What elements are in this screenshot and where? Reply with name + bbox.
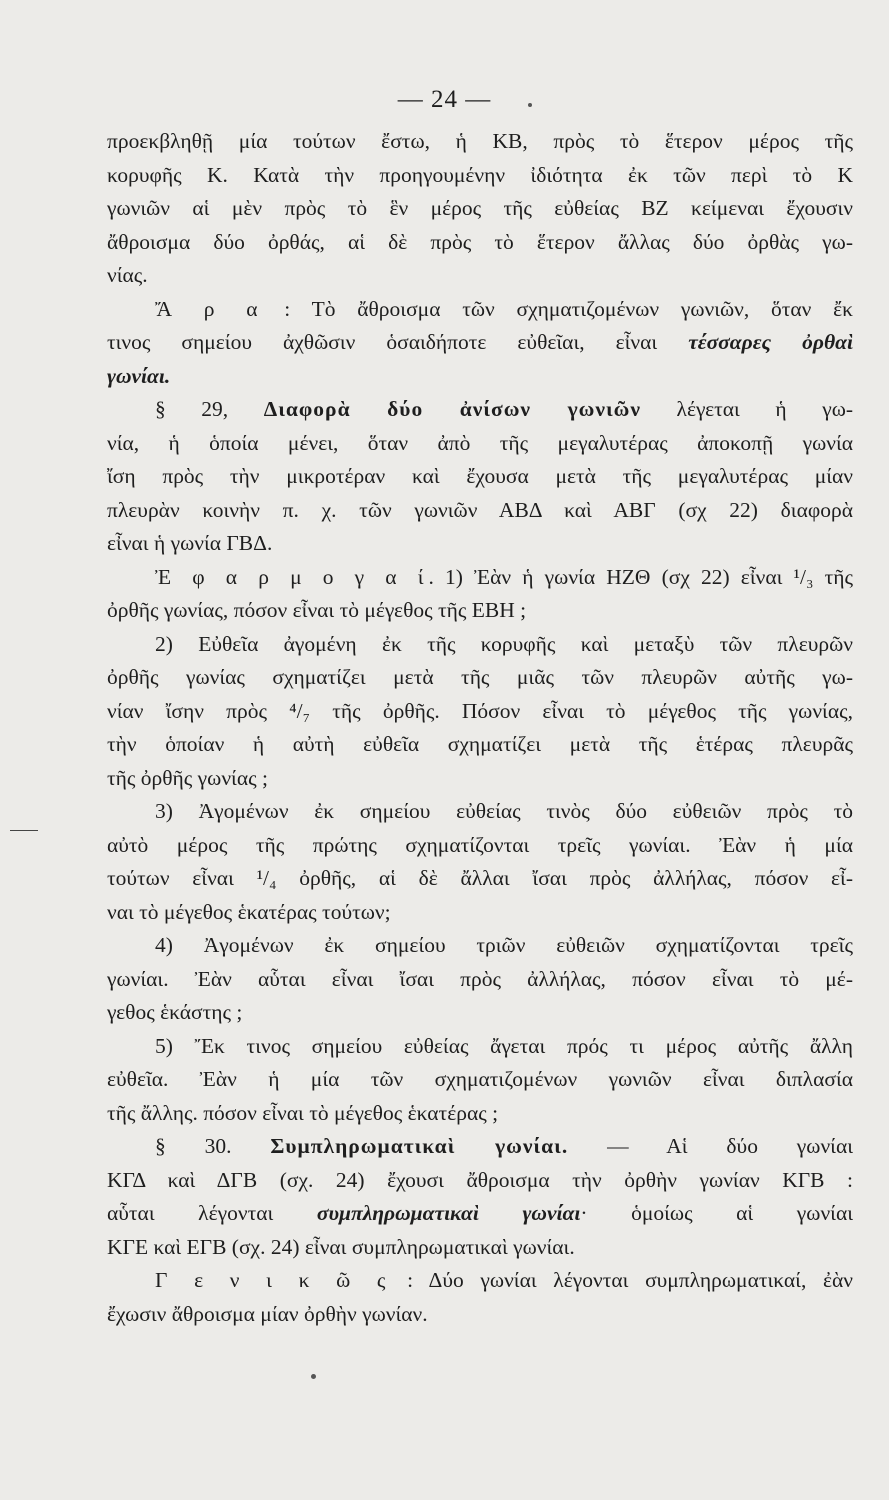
text-run: — Αἱ δύο γωνίαι [568,1134,854,1158]
text-run: Ἄ ρ α [155,296,263,321]
text-line: τὴν ὁποίαν ἡ αὐτὴ εὐθεῖα σχηματίζει μετὰ τῆς ἑτέρας πλευρᾶς [107,732,853,756]
text-line [107,393,853,427]
text-line: ὀρθῆς γωνίας, πόσον εἶναι τὸ μέγεθος τῆς ΕΒΗ ; [107,598,527,622]
text-run: τινος σημείου ἀχθῶσιν ὁσαιδήποτε εὐθεῖαι, εἶναι [107,330,689,354]
margin-mark [10,830,38,831]
text-run: § 30. [155,1134,271,1158]
text-line [107,1197,853,1231]
text-line: γωνίαι. Ἐὰν αὗται εἶναι ἴσαι πρὸς ἀλλήλας, πόσον εἶναι τὸ μέ- [107,966,853,991]
text-line: τούτων εἶναι ¹/₄ ὀρθῆς, αἱ δὲ ἄλλαι ἴσαι πρὸς ἀλλήλας, πόσον εἶ- [107,866,853,890]
text-run: Ἐ φ α ρ μ ο γ α ί [155,564,429,589]
text-line: ναι τὸ μέγεθος ἑκατέρας τούτων; [107,899,391,924]
text-line [107,561,853,595]
text-run: τέσσαρες ὀρθαὶ [688,330,853,354]
text-line: ἄθροισμα δύο ὀρθάς, αἱ δὲ πρὸς τὸ ἕτερον ἄλλας δύο ὀρθὰς γω- [107,229,853,254]
text-line: ὀρθῆς γωνίας σχηματίζει μετὰ τῆς μιᾶς τῶν πλευρῶν αὐτῆς γω- [107,665,853,689]
text-line: 4) Ἀγομένων ἐκ σημείου τριῶν εὐθειῶν σχηματίζονται τρεῖς [155,933,853,957]
print-speck [311,1374,316,1379]
text-line: κορυφῆς Κ. Κατὰ τὴν προηγουμένην ἰδιότητα ἐκ τῶν περὶ τὸ Κ [107,162,853,187]
text-run: § 29, [155,397,264,421]
text-line: ΚΓΔ καὶ ΔΓΒ (σχ. 24) ἔχουσι ἄθροισμα τὴν ὀρθὴν γωνίαν ΚΓΒ : [107,1167,853,1192]
text-line: ἴση πρὸς τὴν μικροτέραν καὶ ἔχουσα μετὰ τῆς μεγαλυτέρας μίαν [107,464,853,488]
text-line: πλευρὰν κοινὴν π. χ. τῶν γωνιῶν ΑΒΔ καὶ ΑΒΓ (σχ 22) διαφορὰ [107,497,853,522]
text-run: Γ ε ν ι κ ῶ ς [155,1268,391,1292]
text-line: εἶναι ἡ γωνία ΓΒΔ. [107,531,273,555]
text-line [107,326,853,360]
text-run: : Τὸ ἄθροισμα τῶν σχηματιζομένων γωνιῶν, ὅταν ἔκ [262,296,853,321]
text-run: Διαφορὰ δύο ἀνίσων γωνιῶν [263,397,641,421]
text-line: νίας. [107,263,148,287]
text-line: αὐτὸ μέρος τῆς πρώτης σχηματίζονται τρεῖς γωνίαι. Ἐὰν ἡ μία [107,832,853,857]
text-line [107,293,853,327]
text-line: γωνιῶν αἱ μὲν πρὸς τὸ ἓν μέρος τῆς εὐθείας ΒΖ κείμεναι ἔχουσιν [107,196,853,220]
text-run: γωνίαι. [107,363,171,388]
text-line: ἔχωσιν ἄθροισμα μίαν ὀρθὴν γωνίαν. [107,1301,428,1326]
body-text [107,125,853,1331]
text-line: ΚΓΕ καὶ ΕΓΒ (σχ. 24) εἶναι συμπληρωματικαὶ γωνίαι. [107,1234,575,1259]
text-line: προεκβληθῇ μία τούτων ἔστω, ἡ ΚΒ, πρὸς τὸ ἕτερον μέρος τῆς [107,129,853,153]
text-line: τῆς ὀρθῆς γωνίας ; [107,765,268,790]
text-line: γεθος ἑκάστης ; [107,1000,243,1024]
page-number: — 24 — [397,86,492,113]
text-run: αὗται λέγονται [107,1201,317,1225]
text-line [107,1130,853,1164]
text-line: νία, ἡ ὁποία μένει, ὅταν ἀπὸ τῆς μεγαλυτέρας ἀποκοπῇ γωνία [107,430,853,455]
text-line: νίαν ἴσην πρὸς ⁴/₇ τῆς ὀρθῆς. Πόσον εἶναι τὸ μέγεθος τῆς γωνίας, [107,698,853,723]
text-run: λέγεται ἡ γω- [640,397,854,421]
text-line: 2) Εὐθεῖα ἀγομένη ἐκ τῆς κορυφῆς καὶ μεταξὺ τῶν πλευρῶν [155,631,853,656]
text-run: συμπληρωματικαὶ γωνίαι [316,1201,581,1225]
text-line [107,360,853,394]
text-line: τῆς ἄλλης. πόσον εἶναι τὸ μέγεθος ἑκατέρας ; [107,1100,499,1125]
print-speck [528,103,532,107]
text-line: 3) Ἀγομένων ἐκ σημείου εὐθείας τινὸς δύο εὐθειῶν πρὸς τὸ [155,799,853,823]
text-run: : Δύο γωνίαι λέγονται συμπληρωματικαί, ἐὰν [390,1268,854,1292]
text-line: εὐθεῖα. Ἐὰν ἡ μία τῶν σχηματιζομένων γωνιῶν εἶναι διπλασία [107,1067,853,1091]
text-line [107,1264,853,1298]
text-run: . 1) Ἐὰν ἡ γωνία ΗΖΘ (σχ 22) εἶναι ¹/₃ τῆς [428,564,853,589]
text-run: Συμπληρωματικαὶ γωνίαι. [270,1134,569,1158]
text-line: 5) Ἔκ τινος σημείου εὐθείας ἄγεται πρός τι μέρος αὐτῆς ἄλλη [155,1033,853,1058]
text-run: · ὁμοίως αἱ γωνίαι [580,1201,854,1225]
